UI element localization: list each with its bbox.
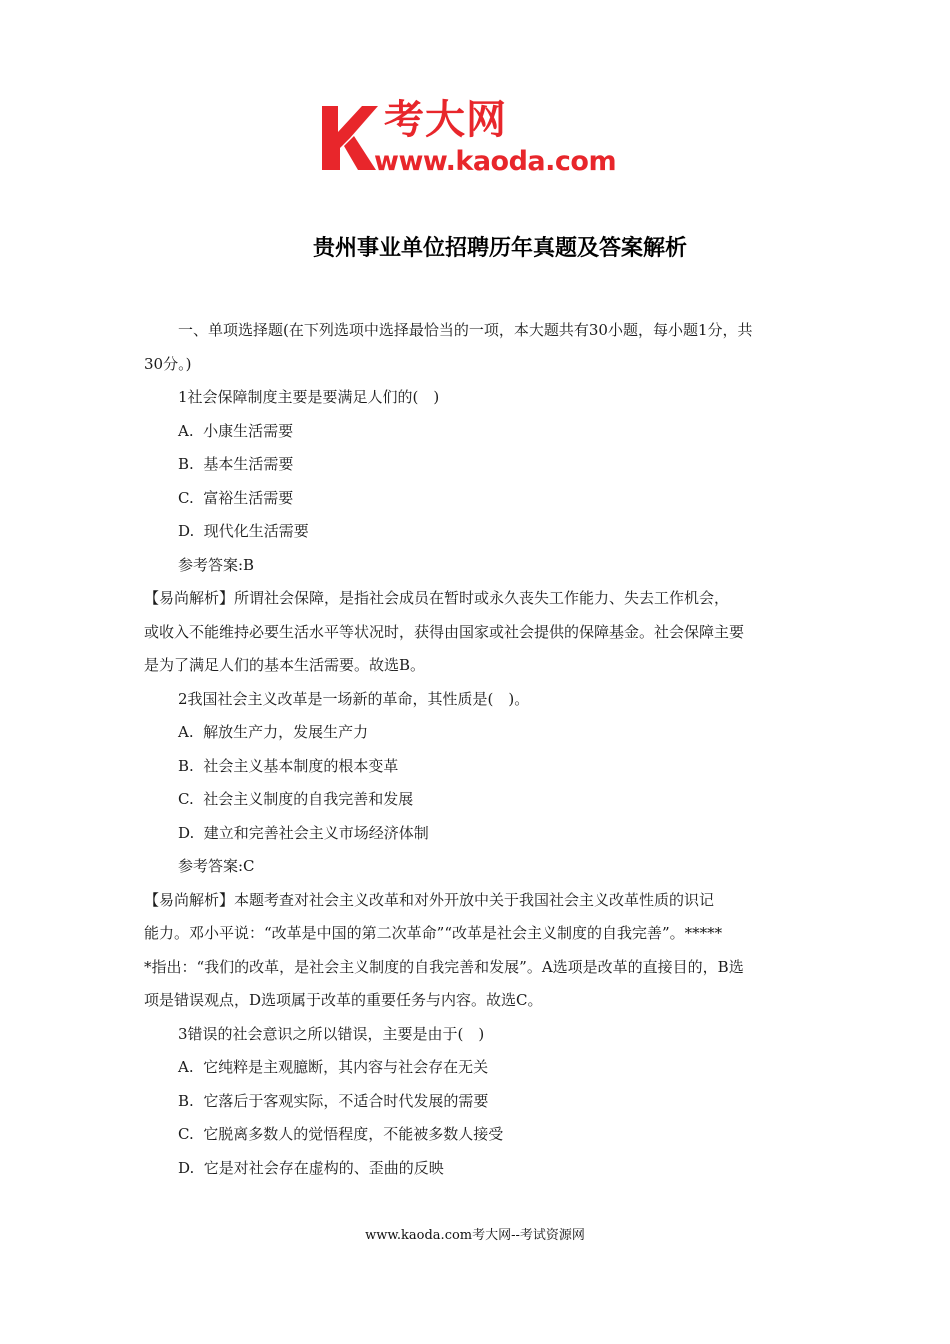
q1-explanation-line3: 是为了满足人们的基本生活需要。故选B。 xyxy=(144,656,426,674)
q2-option-b: B. 社会主义基本制度的根本变革 xyxy=(178,756,399,775)
q1-option-c: C. 富裕生活需要 xyxy=(178,488,294,507)
q2-option-a: A. 解放生产力，发展生产力 xyxy=(178,723,369,741)
q1-option-d: D. 现代化生活需要 xyxy=(178,522,309,540)
document-body xyxy=(144,314,812,1185)
q1-answer: 参考答案:B xyxy=(178,555,255,574)
q1-option-a: A. 小康生活需要 xyxy=(178,421,294,440)
q2-option-c: C. 社会主义制度的自我完善和发展 xyxy=(178,790,414,808)
q1-stem: 1社会保障制度主要是要满足人们的( ) xyxy=(178,388,440,406)
q3-option-d: D. 它是对社会存在虚构的、歪曲的反映 xyxy=(178,1158,444,1177)
q2-explanation-text1: 本题考查对社会主义改革和对外开放中关于我国社会主义改革性质的识记 xyxy=(234,890,715,909)
q2-explanation-line3: *指出：“我们的改革，是社会主义制度的自我完善和发展”。A选项是改革的直接目的，B选 xyxy=(144,957,744,976)
q2-answer: 参考答案:C xyxy=(178,857,255,875)
q1-explanation-text1: 所谓社会保障，是指社会成员在暂时或永久丧失工作能力、失去工作机会， xyxy=(234,589,730,607)
document-title: 贵州事业单位招聘历年真题及答案解析 xyxy=(312,235,687,261)
q2-stem: 2我国社会主义改革是一场新的革命，其性质是( )。 xyxy=(178,689,530,708)
q2-explanation-line2: 能力。邓小平说：“改革是中国的第二次革命”“改革是社会主义制度的自我完善”。***** xyxy=(144,924,723,942)
q2-explanation-line1 xyxy=(144,884,812,918)
q2-explanation-tag: 【易尚解析】 xyxy=(144,890,235,909)
q3-option-a: A. 它纯粹是主观臆断，其内容与社会存在无关 xyxy=(178,1058,489,1076)
q2-explanation-line4: 项是错误观点，D选项属于改革的重要任务与内容。故选C。 xyxy=(144,991,543,1009)
logo-url: www.kaoda.com xyxy=(374,146,617,177)
logo-k-mark-icon xyxy=(318,102,380,174)
kaoda-logo xyxy=(318,96,648,188)
section-intro-line1: 一、单项选择题(在下列选项中选择最恰当的一项，本大题共有30小题，每小题1分，共 xyxy=(178,321,753,339)
q3-option-b: B. 它落后于客观实际，不适合时代发展的需要 xyxy=(178,1091,489,1110)
page-footer: www.kaoda.com考大网--考试资源网 xyxy=(365,1228,585,1243)
logo-brand-cn: 考大网 xyxy=(384,97,507,143)
q1-explanation-tag: 【易尚解析】 xyxy=(144,589,235,607)
q3-option-c: C. 它脱离多数人的觉悟程度，不能被多数人接受 xyxy=(178,1125,504,1143)
q3-stem: 3错误的社会意识之所以错误，主要是由于( ) xyxy=(178,1024,485,1043)
q1-explanation-line2: 或收入不能维持必要生活水平等状况时，获得由国家或社会提供的保障基金。社会保障主要 xyxy=(144,622,745,641)
q1-option-b: B. 基本生活需要 xyxy=(178,455,294,473)
q1-explanation-line1 xyxy=(144,582,812,616)
q2-option-d: D. 建立和完善社会主义市场经济体制 xyxy=(178,823,429,842)
section-intro-line2: 30分。) xyxy=(144,354,192,373)
